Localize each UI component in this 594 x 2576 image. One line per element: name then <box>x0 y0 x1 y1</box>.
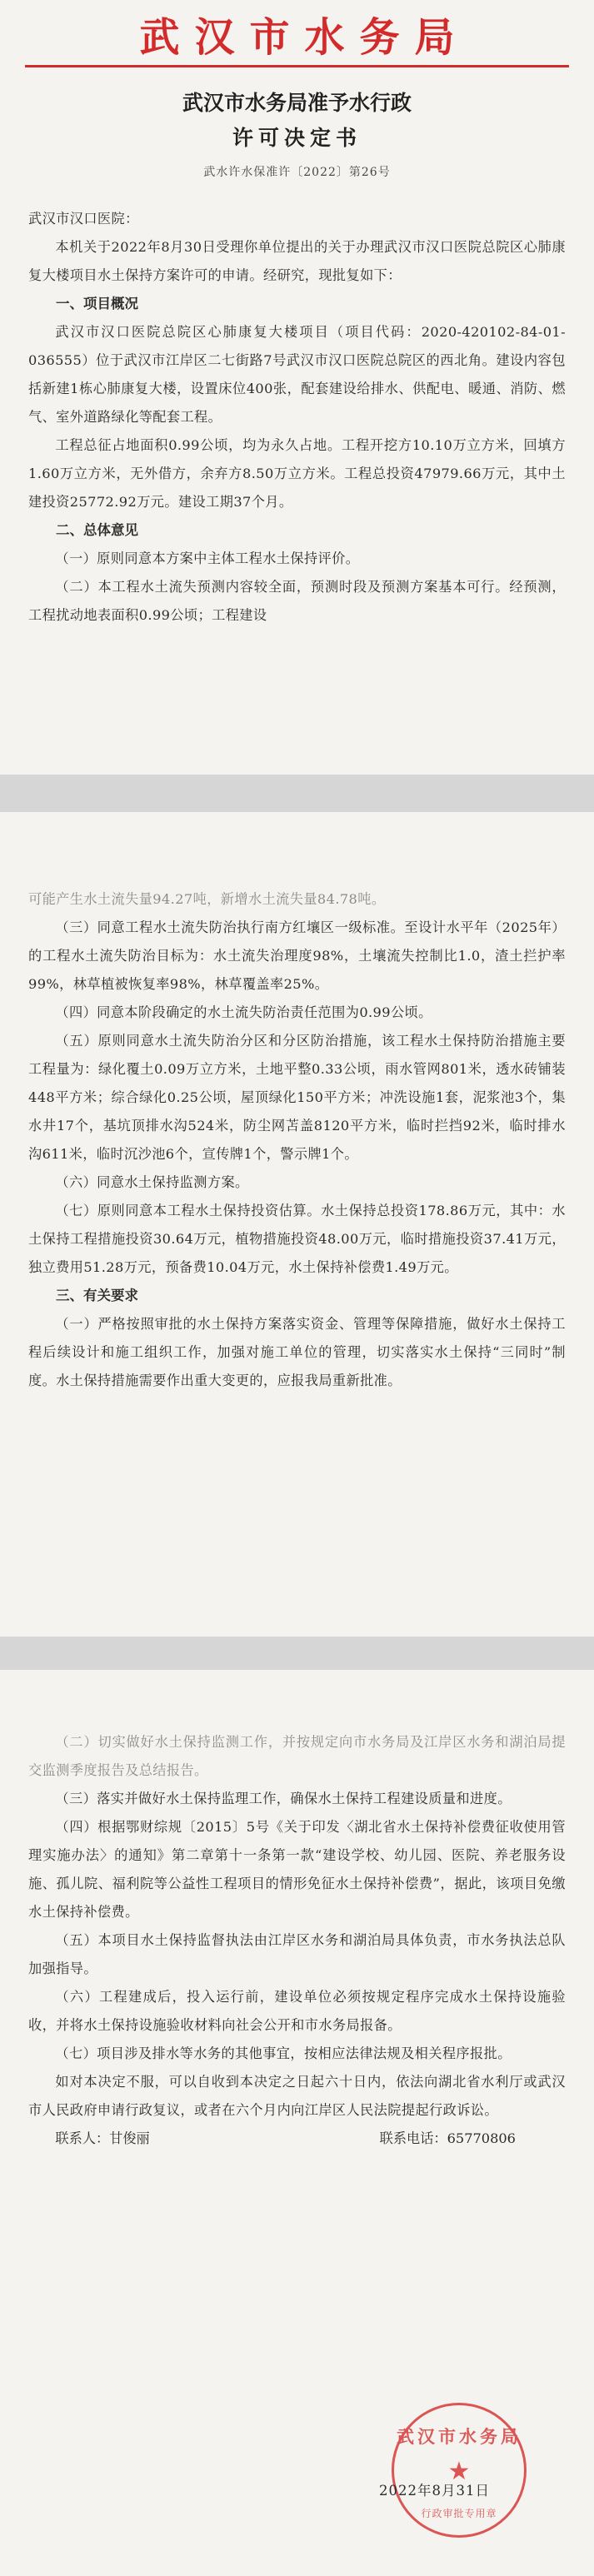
contact-person: 联系人：甘俊丽 <box>55 2130 150 2146</box>
section2-item6: （六）同意水土保持监测方案。 <box>55 1174 249 1190</box>
section3-item5: （五）本项目水土保持监督执法由江岸区水务和湖泊局具体负责，市水务执法总队加强指导。 <box>28 1932 566 1976</box>
section2-item2-continued: 可能产生水土流失量94.27吨，新增水土流失量84.78吨。 <box>28 891 386 907</box>
seal-text-top: 武汉市水务局 <box>397 2426 522 2447</box>
page-separator <box>0 775 594 812</box>
masthead-org-name: 武汉市水务局 <box>139 14 470 61</box>
document-page-2 <box>0 812 594 1637</box>
section2-item2-start: （二）本工程水土流失预测内容较全面，预测时段及预测方案基本可行。经预测，工程扰动地表面积0.99公顷；工程建设 <box>28 579 566 623</box>
section2-heading: 二、总体意见 <box>56 522 138 538</box>
page3-body <box>28 1728 566 2153</box>
page2-body <box>28 885 566 1395</box>
section2-item1: （一）原则同意本方案中主体工程水土保持评价。 <box>55 551 360 566</box>
section3-item2: （二）切实做好水土保持监测工作，并按规定向市水务局及江岸区水务和湖泊局提交监测季度报告及总结报告。 <box>28 1734 566 1778</box>
section2-item3: （三）同意工程水土流失防治执行南方红壤区一级标准。至设计水平年（2025年）的工程水土流失防治目标为：水土流失治理度98%，土壤流失控制比1.0，渣土拦护率99%，林草植被恢复率98%，林草覆盖率25%。 <box>28 919 566 992</box>
document-page-1 <box>0 0 594 775</box>
contact-row <box>28 2125 566 2153</box>
section3-item1: （一）严格按照审批的水土保持方案落实资金、管理等保障措施，做好水土保持工程后续设计和施工组织工作，加强对施工单位的管理，切实落实水土保持“三同时”制度。水土保持措施需要作出重大变更的，应报我局重新批准。 <box>28 1316 566 1388</box>
section3-item7: （七）项目涉及排水等水务的其他事宜，按相应法律法规及相关程序报批。 <box>55 2045 512 2061</box>
contact-phone: 联系电话：65770806 <box>379 2130 516 2146</box>
section3-item4: （四）根据鄂财综规〔2015〕5号《关于印发〈湖北省水土保持补偿费征收使用管理实施办法〉的通知》第二章第十一条第一款“建设学校、幼儿园、医院、养老服务设施、孤儿院、福利院等公益性工程项目的情形免征水土保持补偿费”，据此，该项目免缴水土保持补偿费。 <box>28 1819 566 1920</box>
official-seal <box>392 2403 527 2538</box>
section1-paragraph2: 工程总征占地面积0.99公顷，均为永久占地。工程开挖方10.10万立方米，回填方1.60万立方米，无外借方，余弃方8.50万立方米。工程总投资47979.66万元，其中土建投资25772.92万元。建设工期37个月。 <box>28 437 566 510</box>
section1-paragraph1: 武汉市汉口医院总院区心肺康复大楼项目（项目代码：2020-420102-84-01-036555）位于武汉市江岸区二七街路7号武汉市汉口医院总院区的西北角。建设内容包括新建1栋心肺康复大楼，设置床位400张，配套建设给排水、供配电、暖通、消防、燃气、室外道路绿化等配套工程。 <box>28 324 566 425</box>
section2-item5: （五）原则同意水土流失防治分区和分区防治措施，该工程水土保持防治措施主要工程量为：绿化覆土0.09万立方米，土地平整0.33公顷，雨水管网801米，透水砖铺装448平方米；综合绿化0.25公顷，屋顶绿化150平方米；冲洗设施1套，泥浆池3个，集水井17个，基坑顶排水沟524米，防尘网苫盖8120平方米，临时拦挡92米，临时排水沟611米，临时沉沙池6个，宣传牌1个，警示牌1个。 <box>28 1033 566 1162</box>
section3-item6: （六）工程建成后，投入运行前，建设单位必须按规定程序完成水土保持设施验收，并将水土保持设施验收材料向社会公开和市水务局报备。 <box>28 1989 566 2033</box>
section2-item7: （七）原则同意本工程水土保持投资估算。水土保持总投资178.86万元，其中：水土保持工程措施投资30.64万元，植物措施投资48.00万元，临时措施投资37.41万元，独立费用51.28万元，预备费10.04万元，水土保持补偿费1.49万元。 <box>28 1203 566 1275</box>
addressee: 武汉市汉口医院： <box>28 211 139 227</box>
document-title-line2: 许可决定书 <box>232 126 362 150</box>
document-title-line1: 武汉市水务局准予水行政 <box>182 91 412 115</box>
seal-text-bottom: 行政审批专用章 <box>421 2508 497 2519</box>
document-number: 武水许水保准许〔2022〕第26号 <box>203 166 391 179</box>
section2-item4: （四）同意本阶段确定的水土流失防治责任范围为0.99公顷。 <box>55 1004 432 1020</box>
seal-star-icon: ★ <box>447 2457 471 2486</box>
section1-heading: 一、项目概况 <box>56 296 138 311</box>
document-page-3 <box>0 1670 594 2576</box>
page-separator <box>0 1637 594 1670</box>
intro-paragraph: 本机关于2022年8月30日受理你单位提出的关于办理武汉市汉口医院总院区心肺康复大楼项目水土保持方案许可的申请。经研究，现批复如下： <box>28 239 566 283</box>
section3-item3: （三）落实并做好水土保持监理工作，确保水土保持工程建设质量和进度。 <box>55 1791 512 1806</box>
section3-heading: 三、有关要求 <box>56 1288 138 1303</box>
closing-paragraph: 如对本决定不服，可以自收到本决定之日起六十日内，依法向湖北省水利厅或武汉市人民政府申请行政复议，或者在六个月内向江岸区人民法院提起行政诉讼。 <box>28 2074 566 2118</box>
page1-body <box>28 205 566 630</box>
issue-date: 2022年8月31日 <box>379 2483 490 2499</box>
masthead-red-rule <box>25 65 569 67</box>
